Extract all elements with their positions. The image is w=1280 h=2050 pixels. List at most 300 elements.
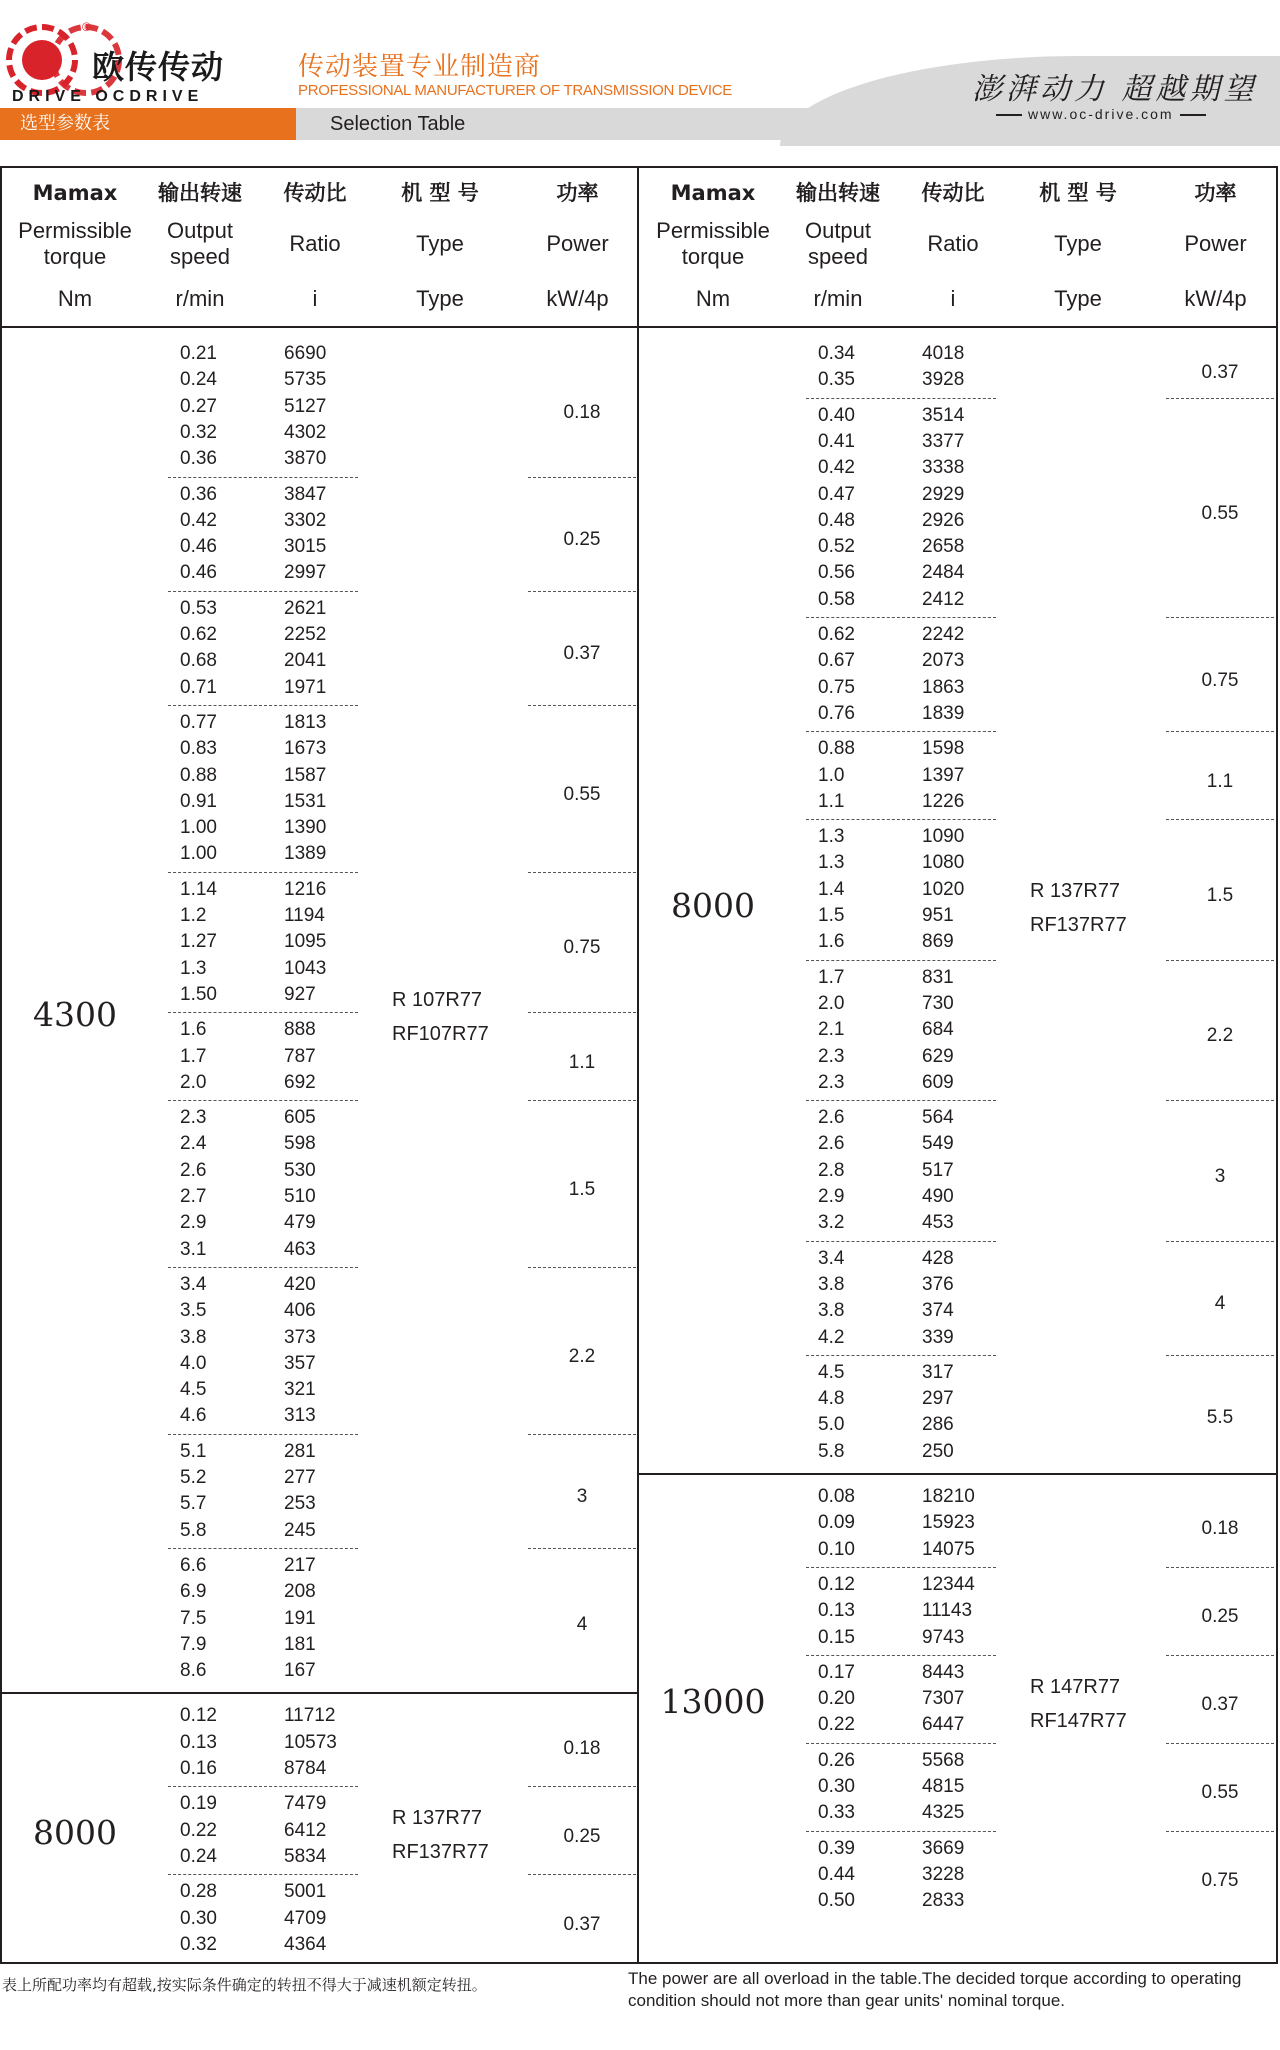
right-speed: 0.10: [818, 1538, 855, 1560]
left-speed: 2.6: [180, 1159, 207, 1181]
left-speed: 1.3: [180, 957, 207, 979]
right-type: R 137R77: [1030, 879, 1121, 902]
left-power: 0.55: [563, 783, 601, 805]
right-ratio: 374: [922, 1300, 954, 1322]
left-speed: 1.00: [180, 843, 217, 865]
right-speed: 0.44: [818, 1863, 855, 1885]
left-speed: 0.22: [180, 1819, 217, 1841]
left-ratio: 510: [284, 1186, 316, 1207]
left-speed: 0.91: [180, 790, 217, 812]
right-speed: 2.6: [818, 1133, 845, 1155]
right-speed: 1.0: [818, 764, 845, 786]
right-torque: 13000: [660, 1681, 766, 1721]
left-power: 0.75: [563, 937, 601, 959]
right-speed: 4.8: [818, 1388, 845, 1410]
group-separator: [168, 1786, 358, 1787]
left-ratio: 245: [284, 1519, 316, 1541]
group-separator: [806, 819, 996, 820]
right-ratio: 9743: [922, 1626, 965, 1648]
left-power: 3: [576, 1486, 588, 1508]
right-ratio: 5568: [922, 1749, 965, 1771]
left-torque: 8000: [33, 1813, 117, 1853]
left-speed: 5.7: [180, 1493, 207, 1515]
power-separator: [1166, 1100, 1274, 1101]
right-speed: 5.8: [818, 1440, 845, 1462]
tagline-en: PROFESSIONAL MANUFACTURER OF TRANSMISSION DEVICE: [298, 82, 732, 99]
left-speed: 0.24: [180, 1845, 217, 1867]
right-speed: 1.3: [818, 826, 845, 848]
power-separator: [1166, 731, 1274, 732]
left-ratio: 4302: [284, 421, 327, 443]
left-header-unit-1: r/min: [175, 286, 225, 311]
left-ratio: 208: [284, 1581, 316, 1603]
left-header-cn-2: 传动比: [283, 181, 347, 205]
right-speed: 0.33: [818, 1802, 855, 1824]
right-power: 0.55: [1201, 502, 1239, 524]
left-type: RF137R77: [392, 1841, 489, 1864]
power-separator: [528, 1786, 636, 1787]
left-ratio: 3302: [284, 509, 327, 531]
right-power: 0.18: [1201, 1518, 1239, 1540]
right-speed: 1.6: [818, 931, 845, 953]
right-header-unit-4: kW/4p: [1184, 286, 1247, 311]
power-separator: [1166, 819, 1274, 820]
right-ratio: 297: [922, 1388, 954, 1410]
left-power: 0.37: [563, 1913, 601, 1935]
right-ratio: 2484: [922, 562, 965, 584]
left-speed: 0.27: [180, 395, 217, 417]
right-header-unit-2: i: [950, 286, 956, 311]
right-header-cn-0: Mamax: [670, 181, 756, 205]
left-speed: 3.4: [180, 1273, 207, 1295]
right-speed: 1.1: [818, 790, 845, 812]
left-ratio: 373: [284, 1326, 316, 1348]
right-speed: 5.0: [818, 1414, 845, 1436]
power-separator: [1166, 1567, 1274, 1568]
left-speed: 0.21: [180, 343, 217, 364]
right-ratio: 1397: [922, 764, 965, 786]
left-speed: 0.16: [180, 1758, 217, 1779]
right-speed: 0.58: [818, 588, 855, 610]
left-ratio: 406: [284, 1300, 316, 1322]
left-speed: 1.50: [180, 983, 217, 1005]
brand-name-cn: 欧传传动: [92, 48, 225, 86]
right-ratio: 317: [922, 1361, 954, 1383]
right-power: 0.75: [1201, 1870, 1239, 1892]
left-speed: 0.88: [180, 764, 217, 786]
left-speed: 4.5: [180, 1379, 207, 1401]
right-power: 4: [1214, 1293, 1226, 1315]
left-ratio: 5127: [284, 395, 327, 417]
left-ratio: 1389: [284, 843, 327, 865]
group-separator: [168, 1548, 358, 1549]
right-speed: 0.88: [818, 738, 855, 760]
right-speed: 0.41: [818, 430, 855, 452]
left-ratio: 5001: [284, 1881, 327, 1903]
left-speed: 2.7: [180, 1186, 207, 1207]
right-ratio: 453: [922, 1212, 954, 1234]
right-ratio: 684: [922, 1019, 954, 1041]
left-speed: 8.6: [180, 1660, 207, 1682]
right-speed: 2.9: [818, 1186, 845, 1207]
left-type: RF107R77: [392, 1023, 489, 1046]
left-speed: 0.83: [180, 738, 217, 760]
right-speed: 0.30: [818, 1776, 855, 1797]
left-speed: 2.0: [180, 1071, 207, 1093]
right-speed: 0.48: [818, 509, 855, 531]
left-ratio: 1194: [284, 905, 325, 926]
right-ratio: 339: [922, 1326, 954, 1348]
left-ratio: 1095: [284, 931, 327, 953]
right-ratio: 4325: [922, 1802, 965, 1824]
right-header-unit-1: r/min: [813, 286, 863, 311]
right-ratio: 1090: [922, 826, 965, 848]
left-speed: 2.3: [180, 1107, 207, 1129]
left-ratio: 479: [284, 1212, 316, 1234]
right-speed: 3.4: [818, 1247, 845, 1269]
group-separator: [168, 1874, 358, 1875]
power-separator: [528, 1267, 636, 1268]
right-ratio: 8443: [922, 1661, 965, 1683]
power-separator: [1166, 1241, 1274, 1242]
right-speed: 1.7: [818, 966, 845, 988]
group-separator: [168, 1100, 358, 1101]
left-power: 0.37: [563, 643, 601, 665]
right-ratio: 629: [922, 1045, 954, 1067]
group-separator: [168, 591, 358, 592]
right-speed: 2.8: [818, 1159, 845, 1181]
right-speed: 0.17: [818, 1661, 855, 1683]
right-header-cn-3: 机 型 号: [1039, 181, 1117, 205]
right-speed: 1.5: [818, 905, 845, 926]
left-ratio: 281: [284, 1440, 316, 1462]
left-speed: 3.5: [180, 1300, 207, 1322]
left-speed: 0.46: [180, 562, 217, 584]
left-power: 0.18: [563, 1737, 601, 1759]
right-speed: 0.20: [818, 1688, 855, 1710]
left-speed: 1.00: [180, 817, 217, 839]
left-ratio: 1216: [284, 878, 327, 900]
right-ratio: 1080: [922, 852, 965, 874]
left-speed: 0.71: [180, 676, 217, 698]
left-power: 1.1: [568, 1051, 596, 1073]
left-power: 1.5: [568, 1179, 596, 1200]
right-ratio: 428: [922, 1247, 954, 1269]
block-separator: [0, 1692, 638, 1694]
right-ratio: 1226: [922, 790, 965, 812]
left-ratio: 7479: [284, 1793, 327, 1815]
right-ratio: 18210: [922, 1486, 975, 1507]
power-separator: [528, 705, 636, 706]
group-separator: [806, 1241, 996, 1242]
left-ratio: 888: [284, 1019, 316, 1041]
left-ratio: 4709: [284, 1907, 327, 1929]
power-separator: [1166, 398, 1274, 399]
left-ratio: 2041: [284, 650, 327, 672]
right-ratio: 1839: [922, 702, 965, 724]
power-separator: [1166, 617, 1274, 618]
right-ratio: 6447: [922, 1714, 965, 1736]
right-speed: 0.35: [818, 369, 855, 391]
right-ratio: 490: [922, 1186, 954, 1207]
group-separator: [806, 731, 996, 732]
right-ratio: 517: [922, 1159, 954, 1181]
left-ratio: 181: [284, 1633, 316, 1655]
left-ratio: 191: [284, 1607, 316, 1629]
left-ratio: 8784: [284, 1758, 327, 1779]
power-separator: [528, 1434, 636, 1435]
power-separator: [1166, 1655, 1274, 1656]
left-ratio: 253: [284, 1493, 316, 1515]
right-ratio: 549: [922, 1133, 954, 1155]
left-ratio: 2252: [284, 624, 327, 645]
table-border-right: [1276, 166, 1278, 1964]
left-header-cn-3: 机 型 号: [401, 181, 479, 205]
right-power: 3: [1214, 1165, 1226, 1187]
left-speed: 4.6: [180, 1405, 207, 1427]
group-separator: [168, 477, 358, 478]
right-ratio: 3669: [922, 1837, 965, 1859]
left-speed: 7.5: [180, 1607, 207, 1629]
left-ratio: 530: [284, 1159, 316, 1181]
left-ratio: 1587: [284, 764, 327, 786]
block-separator: [638, 1473, 1276, 1475]
left-ratio: 6690: [284, 343, 327, 364]
power-separator: [1166, 960, 1274, 961]
right-ratio: 564: [922, 1107, 954, 1129]
right-speed: 2.3: [818, 1045, 845, 1067]
right-speed: 0.09: [818, 1512, 855, 1534]
right-speed: 0.75: [818, 676, 855, 698]
right-ratio: 869: [922, 931, 954, 953]
left-speed: 0.68: [180, 650, 217, 672]
right-power: 1.5: [1206, 884, 1234, 906]
right-ratio: 951: [922, 905, 954, 926]
right-speed: 0.47: [818, 483, 855, 505]
right-ratio: 4018: [922, 343, 965, 364]
left-speed: 0.28: [180, 1881, 217, 1903]
right-ratio: 2658: [922, 536, 965, 558]
right-header-cn-2: 传动比: [921, 181, 985, 205]
left-ratio: 3847: [284, 483, 327, 505]
left-header-unit-0: Nm: [57, 286, 93, 311]
right-header-en-2: Ratio: [927, 231, 979, 256]
left-ratio: 692: [284, 1071, 316, 1093]
section-title-en: Selection Table: [330, 113, 466, 135]
left-speed: 0.36: [180, 448, 217, 470]
power-separator: [528, 1548, 636, 1549]
right-speed: 0.26: [818, 1749, 855, 1771]
right-speed: 0.15: [818, 1626, 855, 1648]
left-header-cn-1: 输出转速: [158, 181, 242, 205]
right-power: 5.5: [1206, 1407, 1234, 1429]
group-separator: [806, 1743, 996, 1744]
section-title-cn: 选型参数表: [0, 108, 296, 140]
right-ratio: 15923: [922, 1512, 975, 1534]
left-speed: 1.27: [180, 931, 217, 953]
group-separator: [806, 398, 996, 399]
left-speed: 5.1: [180, 1440, 207, 1462]
right-ratio: 11143: [922, 1600, 973, 1622]
left-ratio: 5834: [284, 1845, 327, 1867]
group-separator: [806, 1355, 996, 1356]
right-ratio: 4815: [922, 1776, 965, 1797]
company-logo: [6, 20, 266, 108]
left-speed: 1.14: [180, 878, 217, 900]
right-speed: 4.5: [818, 1361, 845, 1383]
right-speed: 0.12: [818, 1573, 855, 1595]
left-header-en-3: Type: [416, 231, 464, 256]
left-speed: 0.24: [180, 369, 217, 391]
left-header-cn-4: 功率: [556, 181, 599, 205]
left-ratio: 598: [284, 1133, 316, 1155]
left-speed: 3.8: [180, 1326, 207, 1348]
slogan: 澎湃动力 超越期望: [972, 72, 1258, 107]
right-power: 0.55: [1201, 1782, 1239, 1804]
right-speed: 0.52: [818, 536, 855, 558]
right-power: 1.1: [1206, 770, 1234, 792]
group-separator: [168, 1267, 358, 1268]
left-speed: 0.32: [180, 1933, 217, 1955]
brand-name-en: DRIVE OCDRIVE: [12, 88, 204, 105]
right-power: 0.75: [1201, 669, 1239, 691]
right-ratio: 1863: [922, 676, 965, 698]
group-separator: [168, 705, 358, 706]
left-ratio: 787: [284, 1045, 316, 1067]
power-separator: [528, 1874, 636, 1875]
left-speed: 0.46: [180, 536, 217, 558]
group-separator: [806, 1100, 996, 1101]
right-header-en-0: Permissible torque: [656, 218, 770, 269]
left-ratio: 3870: [284, 448, 327, 470]
right-header-en-3: Type: [1054, 231, 1102, 256]
left-ratio: 1043: [284, 957, 327, 979]
header-rule: [0, 326, 1278, 328]
left-power: 0.25: [563, 529, 601, 551]
power-separator: [528, 1100, 636, 1101]
left-ratio: 2997: [284, 562, 327, 584]
group-separator: [806, 617, 996, 618]
power-separator: [528, 477, 636, 478]
left-speed: 0.53: [180, 597, 217, 619]
right-ratio: 2926: [922, 509, 965, 531]
right-speed: 0.56: [818, 562, 855, 584]
right-speed: 4.2: [818, 1326, 845, 1348]
left-speed: 3.1: [180, 1238, 207, 1260]
right-ratio: 3228: [922, 1863, 965, 1885]
left-power: 0.18: [563, 401, 601, 423]
right-power: 2.2: [1206, 1025, 1234, 1047]
group-separator: [806, 1831, 996, 1832]
right-ratio: 3928: [922, 369, 965, 391]
right-ratio: 831: [922, 966, 954, 988]
group-separator: [168, 872, 358, 873]
left-ratio: 2621: [284, 597, 327, 619]
right-ratio: 12344: [922, 1573, 975, 1595]
group-separator: [806, 1567, 996, 1568]
left-type: R 107R77: [392, 989, 483, 1012]
left-header-en-0: Permissible torque: [18, 218, 132, 269]
left-header-unit-3: Type: [416, 286, 464, 311]
right-type: R 147R77: [1030, 1675, 1121, 1698]
left-ratio: 420: [284, 1273, 316, 1295]
left-power: 4: [576, 1613, 588, 1635]
right-speed: 1.4: [818, 878, 845, 900]
right-ratio: 3514: [922, 404, 965, 426]
left-speed: 5.2: [180, 1467, 207, 1488]
left-ratio: 313: [284, 1405, 316, 1427]
left-speed: 5.8: [180, 1519, 207, 1541]
right-speed: 3.2: [818, 1212, 845, 1234]
right-header-cn-1: 输出转速: [796, 181, 880, 205]
left-speed: 2.9: [180, 1212, 207, 1234]
left-power: 2.2: [568, 1345, 596, 1367]
right-ratio: 1020: [922, 878, 965, 900]
right-speed: 2.3: [818, 1071, 845, 1093]
page-header: [0, 0, 1280, 140]
right-ratio: 250: [922, 1440, 954, 1462]
right-speed: 3.8: [818, 1273, 845, 1295]
website-url[interactable]: www.oc-drive.com: [990, 106, 1212, 122]
left-ratio: 1390: [284, 817, 327, 839]
left-ratio: 11712: [284, 1705, 336, 1727]
left-ratio: 321: [284, 1379, 316, 1401]
left-speed: 0.12: [180, 1705, 217, 1727]
right-speed: 0.62: [818, 624, 855, 645]
left-speed: 1.2: [180, 905, 207, 926]
left-speed: 6.6: [180, 1554, 207, 1576]
left-ratio: 1673: [284, 738, 327, 760]
right-speed: 3.8: [818, 1300, 845, 1322]
left-speed: 0.36: [180, 483, 217, 505]
left-speed: 0.42: [180, 509, 217, 531]
left-speed: 7.9: [180, 1633, 207, 1655]
right-speed: 0.08: [818, 1486, 855, 1507]
left-ratio: 4364: [284, 1933, 327, 1955]
group-separator: [806, 960, 996, 961]
left-ratio: 3015: [284, 536, 327, 558]
right-header-en-1: Output speed: [804, 218, 872, 269]
right-speed: 0.67: [818, 650, 855, 672]
power-separator: [1166, 1743, 1274, 1744]
registered-mark: ®: [82, 20, 91, 34]
left-power: 0.25: [563, 1825, 601, 1847]
right-ratio: 2242: [922, 624, 965, 645]
right-power: 0.25: [1201, 1606, 1239, 1628]
right-header-en-4: Power: [1184, 231, 1247, 256]
right-speed: 2.0: [818, 992, 845, 1014]
right-speed: 2.1: [818, 1019, 845, 1041]
left-ratio: 10573: [284, 1731, 337, 1753]
right-speed: 0.40: [818, 404, 855, 426]
right-ratio: 7307: [922, 1688, 965, 1710]
left-speed: 0.19: [180, 1793, 217, 1815]
power-separator: [528, 591, 636, 592]
left-speed: 0.13: [180, 1731, 217, 1753]
right-ratio: 3338: [922, 457, 965, 479]
right-ratio: 2412: [922, 588, 965, 610]
power-separator: [1166, 1831, 1274, 1832]
right-ratio: 730: [922, 992, 954, 1014]
left-type: R 137R77: [392, 1807, 483, 1830]
left-ratio: 6412: [284, 1819, 327, 1841]
right-ratio: 2073: [922, 650, 965, 672]
right-speed: 0.39: [818, 1837, 855, 1859]
right-header-unit-0: Nm: [695, 286, 731, 311]
right-ratio: 14075: [922, 1538, 975, 1560]
footer-note-cn: 表上所配功率均有超载,按实际条件确定的转扭不得大于减速机额定转扭。: [2, 1976, 487, 1994]
left-speed: 0.77: [180, 711, 217, 733]
